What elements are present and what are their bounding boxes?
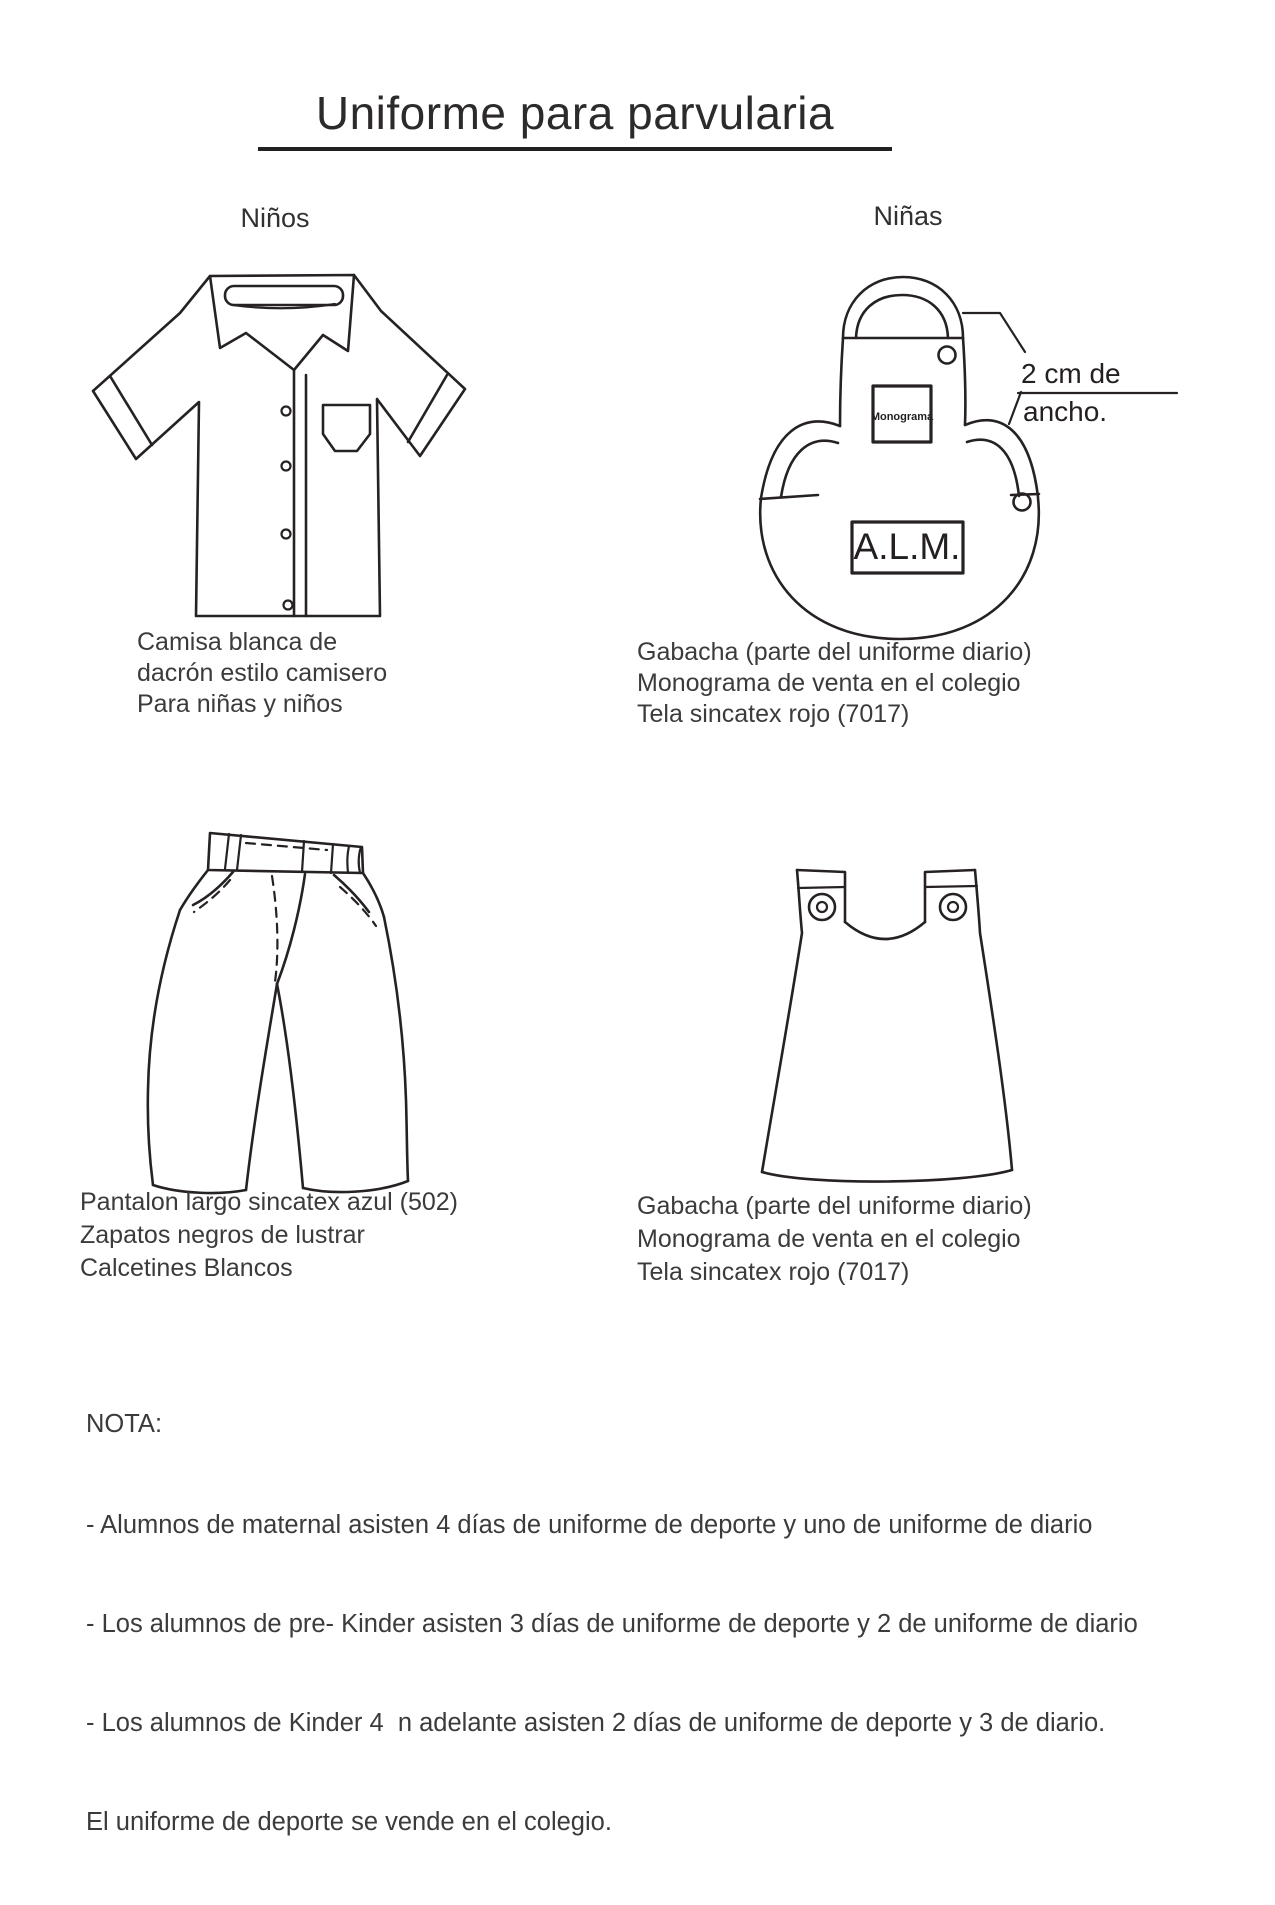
caption-line: Zapatos negros de lustrar — [80, 1221, 365, 1249]
pants-right-outseam — [384, 917, 408, 1181]
pants-waistband-end-lines — [347, 846, 361, 873]
apron-left-junction-line — [760, 495, 818, 499]
jumper-left-strap-fold-line — [798, 887, 845, 888]
monogram-box-label: Monograma — [870, 411, 934, 423]
apron-illustration — [700, 250, 1200, 650]
note-line: El uniforme de deporte se vende en el colegio. — [86, 1808, 612, 1836]
jumper-right-strap-fold-line — [925, 886, 977, 887]
caption-line: Camisa blanca de — [137, 628, 338, 656]
caption-line: Tela sincatex rojo (7017) — [637, 700, 910, 728]
caption-line: Gabacha (parte del uniforme diario) — [637, 638, 1032, 666]
apron-body-outline — [760, 498, 1039, 639]
shirt-outline — [93, 275, 465, 616]
jumper-illustration — [700, 820, 1020, 1192]
jumper-left-button-hole — [817, 902, 827, 912]
pants-right-inseam — [277, 984, 303, 1188]
initials-label: A.L.M. — [853, 526, 961, 567]
jumper-right-strap — [925, 870, 975, 922]
pants-waistband-stitch-dashed — [246, 843, 327, 850]
page-title: Uniforme para parvularia — [258, 86, 892, 151]
note-line: - Alumnos de maternal asisten 4 días de uniforme de deporte y uno de uniforme de diario — [86, 1511, 1093, 1539]
jumper-left-button — [809, 894, 835, 920]
shirt-button — [282, 530, 291, 539]
caption-line: Pantalon largo sincatex azul (502) — [80, 1188, 459, 1216]
apron-bib-left-edge — [840, 338, 843, 426]
jumper-right-button — [940, 894, 966, 920]
column-label-girls: Niñas — [873, 201, 943, 231]
caption-line: Monograma de venta en el colegio — [637, 669, 1021, 697]
shirt-caption — [137, 627, 387, 720]
caption-line: Monograma de venta en el colegio — [637, 1225, 1021, 1253]
jumper-left-side-seam — [762, 870, 802, 1172]
shirt-right-collar-flap — [294, 275, 354, 370]
apron-left-wing-inner — [781, 441, 838, 497]
apron-right-wing-inner — [967, 440, 1019, 496]
caption-line: Calcetines Blancos — [80, 1254, 293, 1282]
pants-fly-stitch-dashed — [272, 876, 277, 982]
apron-right-wing-outer — [965, 420, 1038, 497]
caption-line: Tela sincatex rojo (7017) — [637, 1258, 910, 1286]
shirt-left-cuff-line — [110, 376, 152, 445]
apron-strap-inner-arc — [856, 295, 948, 338]
annotation-leader-elbow — [963, 313, 1025, 352]
note-block — [86, 1342, 1138, 1905]
pants-left-outseam — [148, 910, 180, 1185]
jumper-left-strap — [797, 870, 845, 922]
apron-bib-right-edge — [963, 338, 965, 425]
pants-waistband — [208, 833, 363, 873]
apron-caption — [637, 637, 1032, 730]
annotation-width-line2: ancho. — [1023, 396, 1108, 427]
caption-line: Para niñas y niños — [137, 690, 343, 718]
caption-line: Gabacha (parte del uniforme diario) — [637, 1192, 1032, 1220]
jumper-right-button-hole — [948, 902, 958, 912]
pants-right-pocket-stitch — [340, 887, 376, 926]
pants-left-pocket-curve — [193, 872, 233, 905]
apron-left-wing-outer — [761, 422, 840, 498]
annotation-width-line1: 2 cm de — [1021, 358, 1121, 389]
shirt-right-cuff-line — [408, 375, 447, 442]
pants-illustration — [120, 790, 422, 1202]
jumper-right-side-seam — [975, 870, 1012, 1170]
pants-fly-seam — [277, 874, 305, 984]
annotation-slash-line — [1009, 392, 1021, 424]
shirt-illustration — [86, 248, 470, 622]
apron-strap-outer-arc — [843, 277, 963, 338]
jumper-neckline — [845, 922, 925, 939]
pants-belt-loop — [225, 834, 241, 870]
caption-line: dacrón estilo camisero — [137, 659, 388, 687]
shirt-left-collar-flap — [210, 276, 294, 370]
jumper-hem — [762, 1170, 1012, 1182]
pants-caption — [80, 1186, 458, 1285]
pants-left-inseam — [246, 984, 277, 1190]
jumper-caption — [637, 1190, 1032, 1289]
shirt-pocket — [323, 405, 370, 451]
note-heading: NOTA: — [86, 1410, 163, 1438]
pants-left-pocket-stitch — [194, 880, 230, 912]
apron-side-button — [1014, 494, 1031, 511]
apron-top-button — [939, 347, 956, 364]
note-line: - Los alumnos de pre- Kinder asisten 3 días de uniforme de deporte y 2 de uniforme de diario — [86, 1610, 1138, 1638]
column-label-boys: Niños — [240, 203, 310, 233]
note-line: - Los alumnos de Kinder 4 n adelante asisten 2 días de uniforme de deporte y 3 de diario. — [86, 1709, 1106, 1737]
shirt-button — [282, 407, 291, 416]
shirt-button — [282, 462, 291, 471]
pants-right-pocket-curve — [334, 875, 369, 912]
pants-belt-loop — [302, 841, 333, 873]
shirt-collar-band — [225, 286, 343, 305]
shirt-button — [284, 601, 293, 610]
